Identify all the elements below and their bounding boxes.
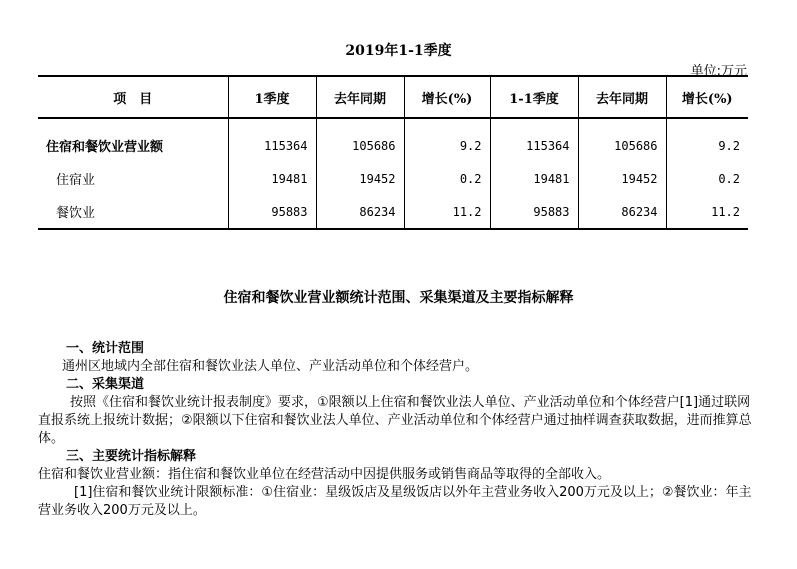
cell-value: 115364 (228, 118, 316, 162)
header-q1: 1季度 (228, 76, 316, 118)
cell-value: 11.2 (404, 195, 490, 229)
notes-title: 住宿和餐饮业营业额统计范围、采集渠道及主要指标解释 (223, 290, 574, 306)
header-last-year: 去年同期 (316, 76, 404, 118)
table-row (38, 162, 748, 195)
unit-label: 单位:万元 (690, 64, 747, 79)
section-3-heading: 三、主要统计指标解释 (66, 449, 197, 464)
header-item: 项 目 (38, 76, 228, 118)
cell-value: 11.2 (666, 195, 748, 229)
cell-value: 105686 (578, 118, 666, 162)
cell-value: 86234 (578, 195, 666, 229)
cell-value: 9.2 (404, 118, 490, 162)
table-header-row (38, 76, 748, 118)
header-growth-cumulative: 增长(%) (666, 76, 748, 118)
section-1-heading: 一、统计范围 (66, 341, 145, 356)
cell-value: 9.2 (666, 118, 748, 162)
cell-value: 19481 (228, 162, 316, 195)
cell-value: 0.2 (666, 162, 748, 195)
cell-value: 105686 (316, 118, 404, 162)
cell-value: 19452 (316, 162, 404, 195)
cell-value: 19481 (490, 162, 578, 195)
header-q1-cumulative: 1-1季度 (490, 76, 578, 118)
cell-value: 95883 (490, 195, 578, 229)
cell-value: 115364 (490, 118, 578, 162)
header-growth: 增长(%) (404, 76, 490, 118)
row-name: 住宿和餐饮业营业额 (46, 140, 164, 155)
cell-value: 95883 (228, 195, 316, 229)
row-name: 住宿业 (56, 173, 96, 188)
header-last-year-cumulative: 去年同期 (578, 76, 666, 118)
section-1-text: 通州区地域内全部住宿和餐饮业法人单位、产业活动单位和个体经营户。 (62, 359, 479, 374)
section-2-text: 按照《住宿和餐饮业统计报表制度》要求，①限额以上住宿和餐饮业法人单位、产业活动单位和个体经营户[1]通过联网直报系统上报统计数据；②限额以下住宿和餐饮业法人单位、产业活动单位和个体经营户通过抽样调查获取数据，进而推算总体。 (38, 395, 752, 446)
report-title: 2019年1-1季度 (345, 43, 452, 59)
table-row (38, 195, 748, 229)
notes-body (38, 340, 758, 520)
row-name: 餐饮业 (38, 195, 228, 229)
section-3-text: 住宿和餐饮业营业额：指住宿和餐饮业单位在经营活动中因提供服务或销售商品等取得的全部收入。 (38, 467, 611, 482)
section-2-heading: 二、采集渠道 (66, 377, 145, 392)
statistics-table (38, 75, 748, 230)
cell-value: 0.2 (404, 162, 490, 195)
cell-value: 19452 (578, 162, 666, 195)
cell-value: 86234 (316, 195, 404, 229)
footnote: [1]住宿和餐饮业统计限额标准：①住宿业：星级饭店及星级饭店以外年主营业务收入200万元及以上；②餐饮业：年主营业务收入200万元及以上。 (38, 485, 752, 518)
table-row (38, 118, 748, 162)
